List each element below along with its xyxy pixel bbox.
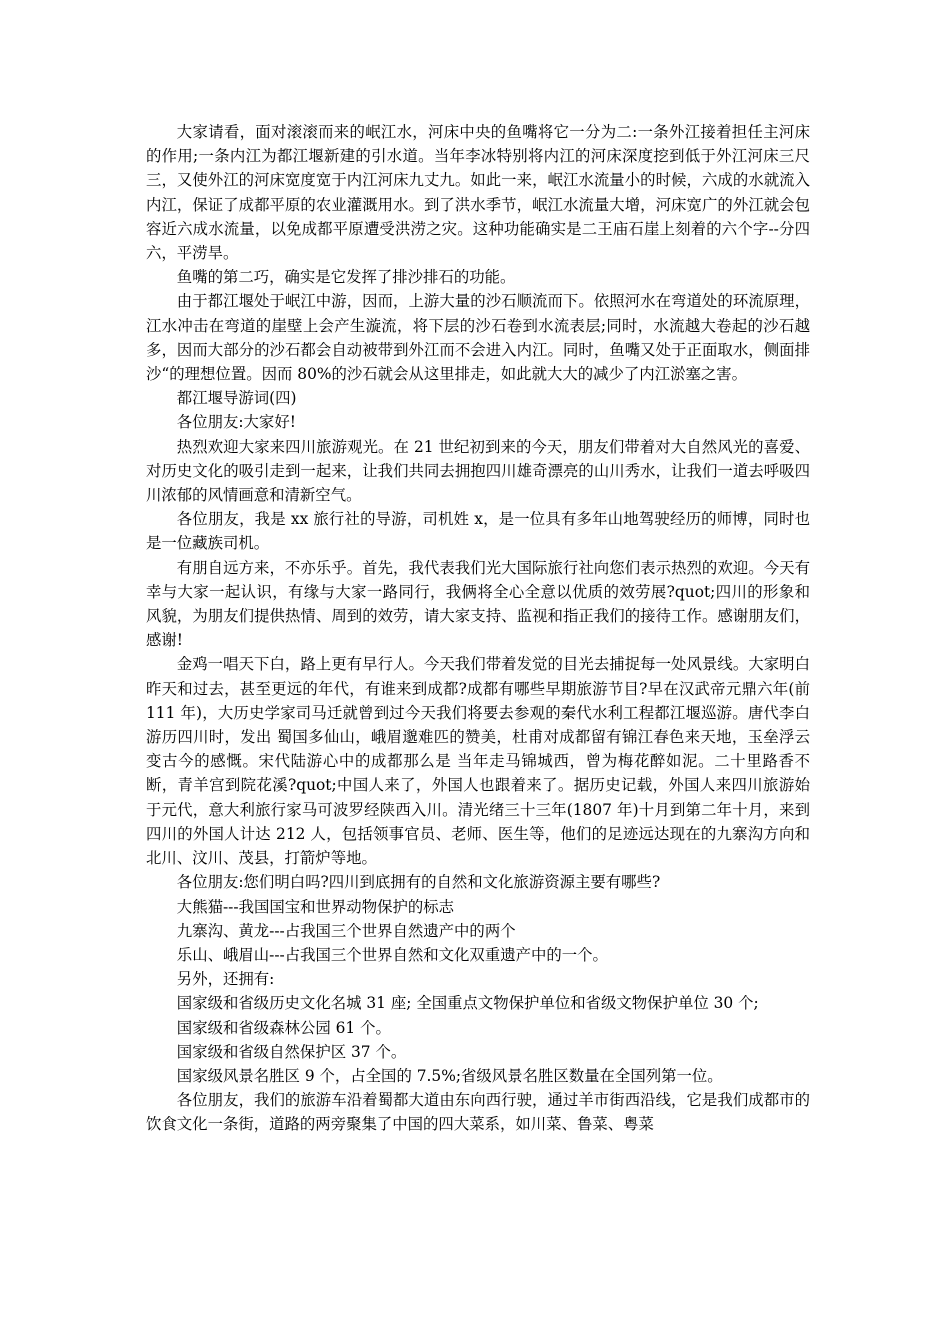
- paragraph-question: 各位朋友:您们明白吗?四川到底拥有的自然和文化旅游资源主要有哪些?: [176, 873, 661, 892]
- greeting: 各位朋友:大家好!: [176, 413, 296, 432]
- list-item-nature-reserves: 国家级和省级自然保护区 37 个。: [176, 1042, 407, 1061]
- list-item-historic-cities: 国家级和省级历史文化名城 31 座; 全国重点文物保护单位和省级文物保护单位 30 个;: [176, 994, 759, 1013]
- paragraph-additionally: 另外，还拥有:: [176, 970, 275, 989]
- paragraph-agency-welcome: 有朋自远方来，不亦乐乎。首先，我代表我们光大国际旅行社向您们表示热烈的欢迎。今天有幸与大家一起认识，有缘与大家一路同行，我俩将全心全意以优质的效劳展?quot;四川的形象和风貌，为朋友们提供热情、周到的效劳，请大家支持、监视和指正我们的接待工作。感谢朋友们，感谢!: [146, 558, 810, 650]
- paragraph-food-street: 各位朋友，我们的旅游车沿着蜀都大道由东向西行驶，通过羊市街西沿线，它是我们成都市的饮食文化一条街，道路的两旁聚集了中国的四大菜系，如川菜、鲁菜、粤菜: [146, 1091, 810, 1134]
- paragraph-yuzui-second-feature: 鱼嘴的第二巧，确实是它发挥了排沙排石的功能。: [176, 268, 516, 287]
- list-item-forest-parks: 国家级和省级森林公园 61 个。: [176, 1018, 391, 1037]
- list-item-jiuzhaigou: 九寨沟、黄龙---占我国三个世界自然遗产中的两个: [176, 921, 516, 940]
- paragraph-guide-intro: 各位朋友，我是 xx 旅行社的导游，司机姓 x，是一位具有多年山地驾驶经历的师博，同时也是一位藏族司机。: [146, 510, 810, 553]
- paragraph-welcome: 热烈欢迎大家来四川旅游观光。在 21 世纪初到来的今天，朋友们带着对大自然风光的喜爱、对历史文化的吸引走到一起来，让我们共同去拥抱四川雄奇漂亮的山川秀水，让我们一道去呼吸四川浓郁的风情画意和清新空气。: [146, 437, 810, 505]
- list-item-leshan: 乐山、峨眉山---占我国三个世界自然和文化双重遗产中的一个。: [176, 945, 608, 964]
- paragraph-history: 金鸡一唱天下白，路上更有早行人。今天我们带着发觉的目光去捕捉每一处风景线。大家明白昨天和过去，甚至更远的年代，有谁来到成都?成都有哪些早期旅游节目?早在汉武帝元鼎六年(前 111 年)，大历史学家司马迁就曾到过今天我们将要去参观的秦代水利工程都江堰巡游。唐代李白游历四川时，发出 蜀国多仙山，峨眉邈难匹的赞美，杜甫对成都留有锦江春色来天地，玉垒浮云变古今的感慨。宋代陆游心中的成都那么是 当年走马锦城西，曾为梅花醉如泥。二十里路香不断，青羊宫到院花溪?quot;中国人来了，外国人也跟着来了。据历史记载，外国人来四川旅游始于元代，意大利旅行家马可波罗经陕西入川。清光绪三十三年(1807 年)十月到第二年十月，来到四川的外国人计达 212 人，包括领事官员、老师、医生等，他们的足迹远达现在的九寨沟方向和北川、汶川、茂县，打箭炉等地。: [146, 655, 810, 868]
- section-heading: 都江堰导游词(四): [176, 389, 297, 408]
- list-item-scenic-areas: 国家级风景名胜区 9 个，占全国的 7.5%;省级风景名胜区数量在全国列第一位。: [176, 1066, 723, 1085]
- list-item-panda: 大熊猫---我国国宝和世界动物保护的标志: [176, 897, 455, 916]
- paragraph-yuzui-split: 大家请看，面对滚滚而来的岷江水，河床中央的鱼嘴将它一分为二:一条外江接着担任主河床的作用;一条内江为都江堰新建的引水道。当年李冰特别将内江的河床深度挖到低于外江河床三尺三，又使外江的河床宽度宽于内江河床九丈九。如此一来，岷江水流量小的时候，六成的水就流入内江，保证了成都平原的农业灌溉用水。到了洪水季节，岷江水流量大增，河床宽广的外江就会包容近六成水流量，以免成都平原遭受洪涝之灾。这种功能确实是二王庙石崖上刻着的六个字--分四六，平涝旱。: [146, 123, 810, 263]
- document-body: [146, 120, 810, 1137]
- paragraph-sand-discharge: 由于都江堰处于岷江中游，因而，上游大量的沙石顺流而下。依照河水在弯道处的环流原理，江水冲击在弯道的崖壁上会产生漩流，将下层的沙石卷到水流表层;同时，水流越大卷起的沙石越多，因而大部分的沙石都会自动被带到外江而不会进入内江。同时，鱼嘴又处于正面取水，侧面排沙“的理想位置。因而 80%的沙石就会从这里排走，如此就大大的减少了内江淤塞之害。: [146, 292, 810, 384]
